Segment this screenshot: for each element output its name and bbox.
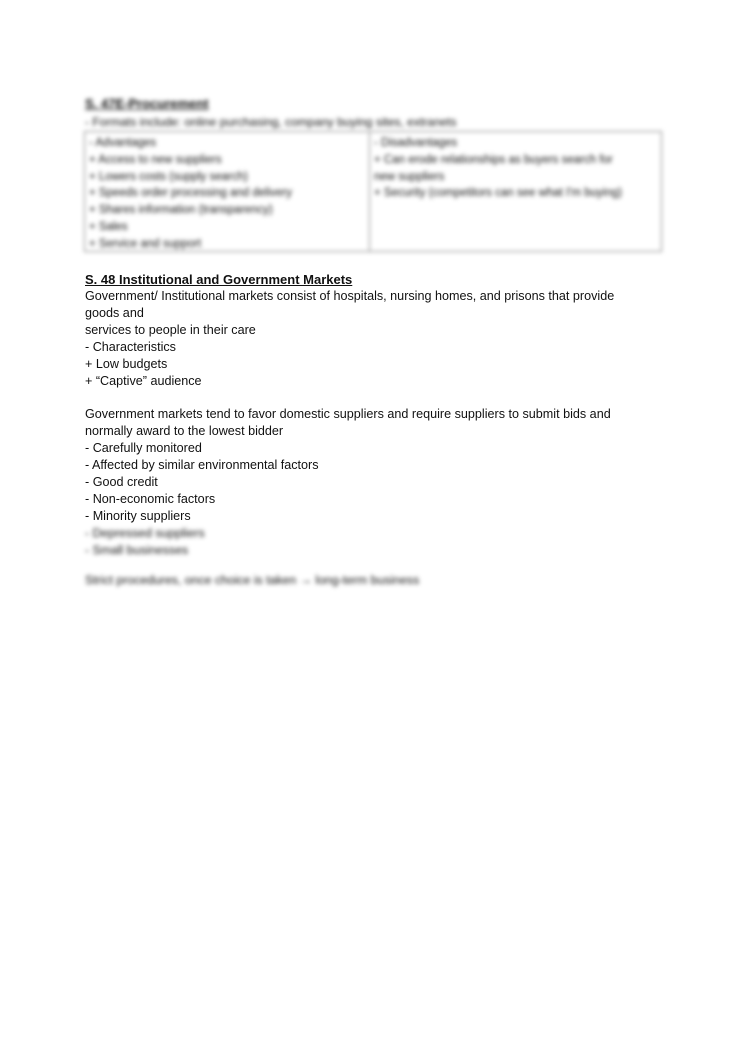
government-list-item: - Good credit [85,475,158,490]
procurement-formats: - Formats include: online purchasing, company buying sites, extranets [85,115,457,129]
disadvantage-item: + Security (competitors can see what I'm buying) [374,187,622,200]
advantages-column [85,132,370,251]
body-line: Government/ Institutional markets consist of hospitals, nursing homes, and prisons that provide [85,289,615,303]
government-list-item: - Carefully monitored [85,441,202,456]
blurred-list [85,525,665,559]
advantage-item: + Shares information (transparency) [89,204,273,217]
government-list-item: - Non-economic factors [85,491,216,506]
advantages-header: - Advantages [89,137,157,149]
advantage-item: + Sales [89,220,128,233]
institutional-title: S. 48 Institutional and Government Markets [85,272,353,287]
institutional-section [85,271,665,525]
disadvantages-header: - Disadvantages [374,137,458,149]
advantage-item: + Lowers costs (supply search) [89,170,248,183]
procurement-section [85,96,665,130]
government-list-item: - Minority suppliers [85,508,191,523]
disadvantage-item: + Can erode relationships as buyers search for [374,153,613,166]
government-paragraph: Government markets tend to favor domestic suppliers and require suppliers to submit bids and [85,407,611,422]
disadvantage-item: new suppliers [374,170,445,183]
disadvantages-column [370,132,661,251]
advantage-item: + Access to new suppliers [89,153,222,166]
body-line: goods and [85,305,144,320]
government-list-item: - Small businesses [85,542,189,557]
advantage-item: + Speeds order processing and delivery [89,187,292,200]
government-list-item: - Affected by similar environmental factors [85,458,319,473]
characteristics-heading: - Characteristics [85,339,176,354]
advantage-item: + Service and support [89,237,202,250]
characteristic-item: + “Captive” audience [85,373,202,388]
procedures-note: Strict procedures, once choice is taken → long-term business [85,573,420,587]
government-list-item: - Depressed suppliers [85,526,205,540]
pros-cons-table [84,131,662,252]
characteristic-item: + Low budgets [85,356,168,371]
government-paragraph: normally award to the lowest bidder [85,424,284,439]
body-line: services to people in their care [85,322,256,337]
procurement-title: S. 47E-Procurement [85,96,209,111]
